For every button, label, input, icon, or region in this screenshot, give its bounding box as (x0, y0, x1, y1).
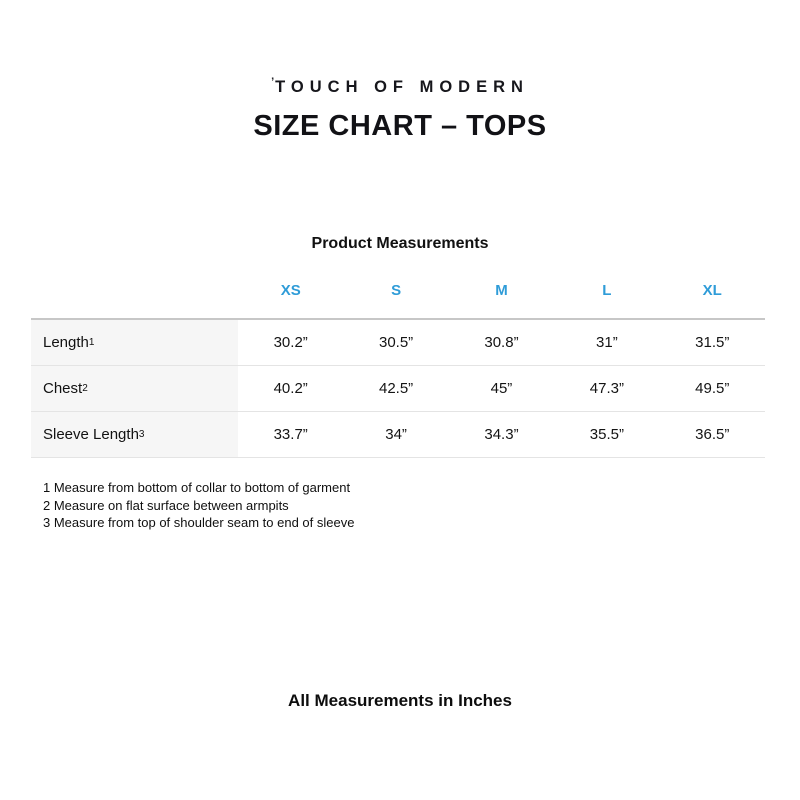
brand-logo-text: TOUCH OF MODERN (275, 78, 529, 96)
logo-tick-mark: ’ (271, 76, 276, 88)
chest-m-value: 45” (490, 380, 513, 397)
page-title: SIZE CHART – TOPS (253, 110, 547, 142)
sleeve-xl-value: 36.5” (695, 426, 730, 443)
sleeve-l-value: 35.5” (589, 426, 624, 443)
size-header-row (31, 283, 765, 318)
size-header-l: L (602, 282, 612, 299)
sleeve-m-value: 34.3” (484, 426, 519, 443)
header-spacer-cell (31, 283, 238, 318)
row-label-text: Chest (43, 380, 83, 397)
row-label-chest: Chest 2 (31, 366, 238, 411)
size-header-xs: XS (280, 282, 301, 299)
length-l-value: 31” (596, 334, 618, 351)
size-header-s: S (391, 282, 402, 299)
table-caption: Product Measurements (311, 235, 489, 252)
row-label-text: Length (43, 334, 89, 351)
units-note: All Measurements in Inches (288, 691, 512, 710)
footnote-1: 1 Measure from bottom of collar to bottom of garment (43, 480, 351, 495)
table-row-length (31, 318, 765, 365)
length-xl-value: 31.5” (695, 334, 730, 351)
row-label-sleeve-length: Sleeve Length 3 (31, 412, 238, 457)
sleeve-xs-value: 33.7” (273, 426, 308, 443)
chest-xl-value: 49.5” (695, 380, 730, 397)
brand-logo (0, 76, 800, 97)
size-header-m: M (495, 282, 508, 299)
table-row-chest (31, 365, 765, 411)
footnote-2: 2 Measure on flat surface between armpits (43, 497, 289, 513)
length-m-value: 30.8” (484, 334, 519, 351)
chest-s-value: 42.5” (378, 380, 414, 397)
chest-l-value: 47.3” (589, 380, 624, 397)
chest-xs-value: 40.2” (273, 380, 308, 397)
sleeve-s-value: 34” (385, 426, 407, 443)
size-header-xl: XL (702, 282, 722, 299)
footnote-3: 3 Measure from top of shoulder seam to end of sleeve (43, 515, 355, 530)
length-s-value: 30.5” (378, 334, 414, 351)
size-chart-table (31, 283, 765, 458)
row-label-text: Sleeve Length (43, 426, 139, 443)
length-xs-value: 30.2” (273, 334, 308, 351)
row-label-length: Length 1 (31, 320, 238, 365)
footnotes-block (43, 479, 354, 532)
table-row-sleeve-length (31, 411, 765, 458)
